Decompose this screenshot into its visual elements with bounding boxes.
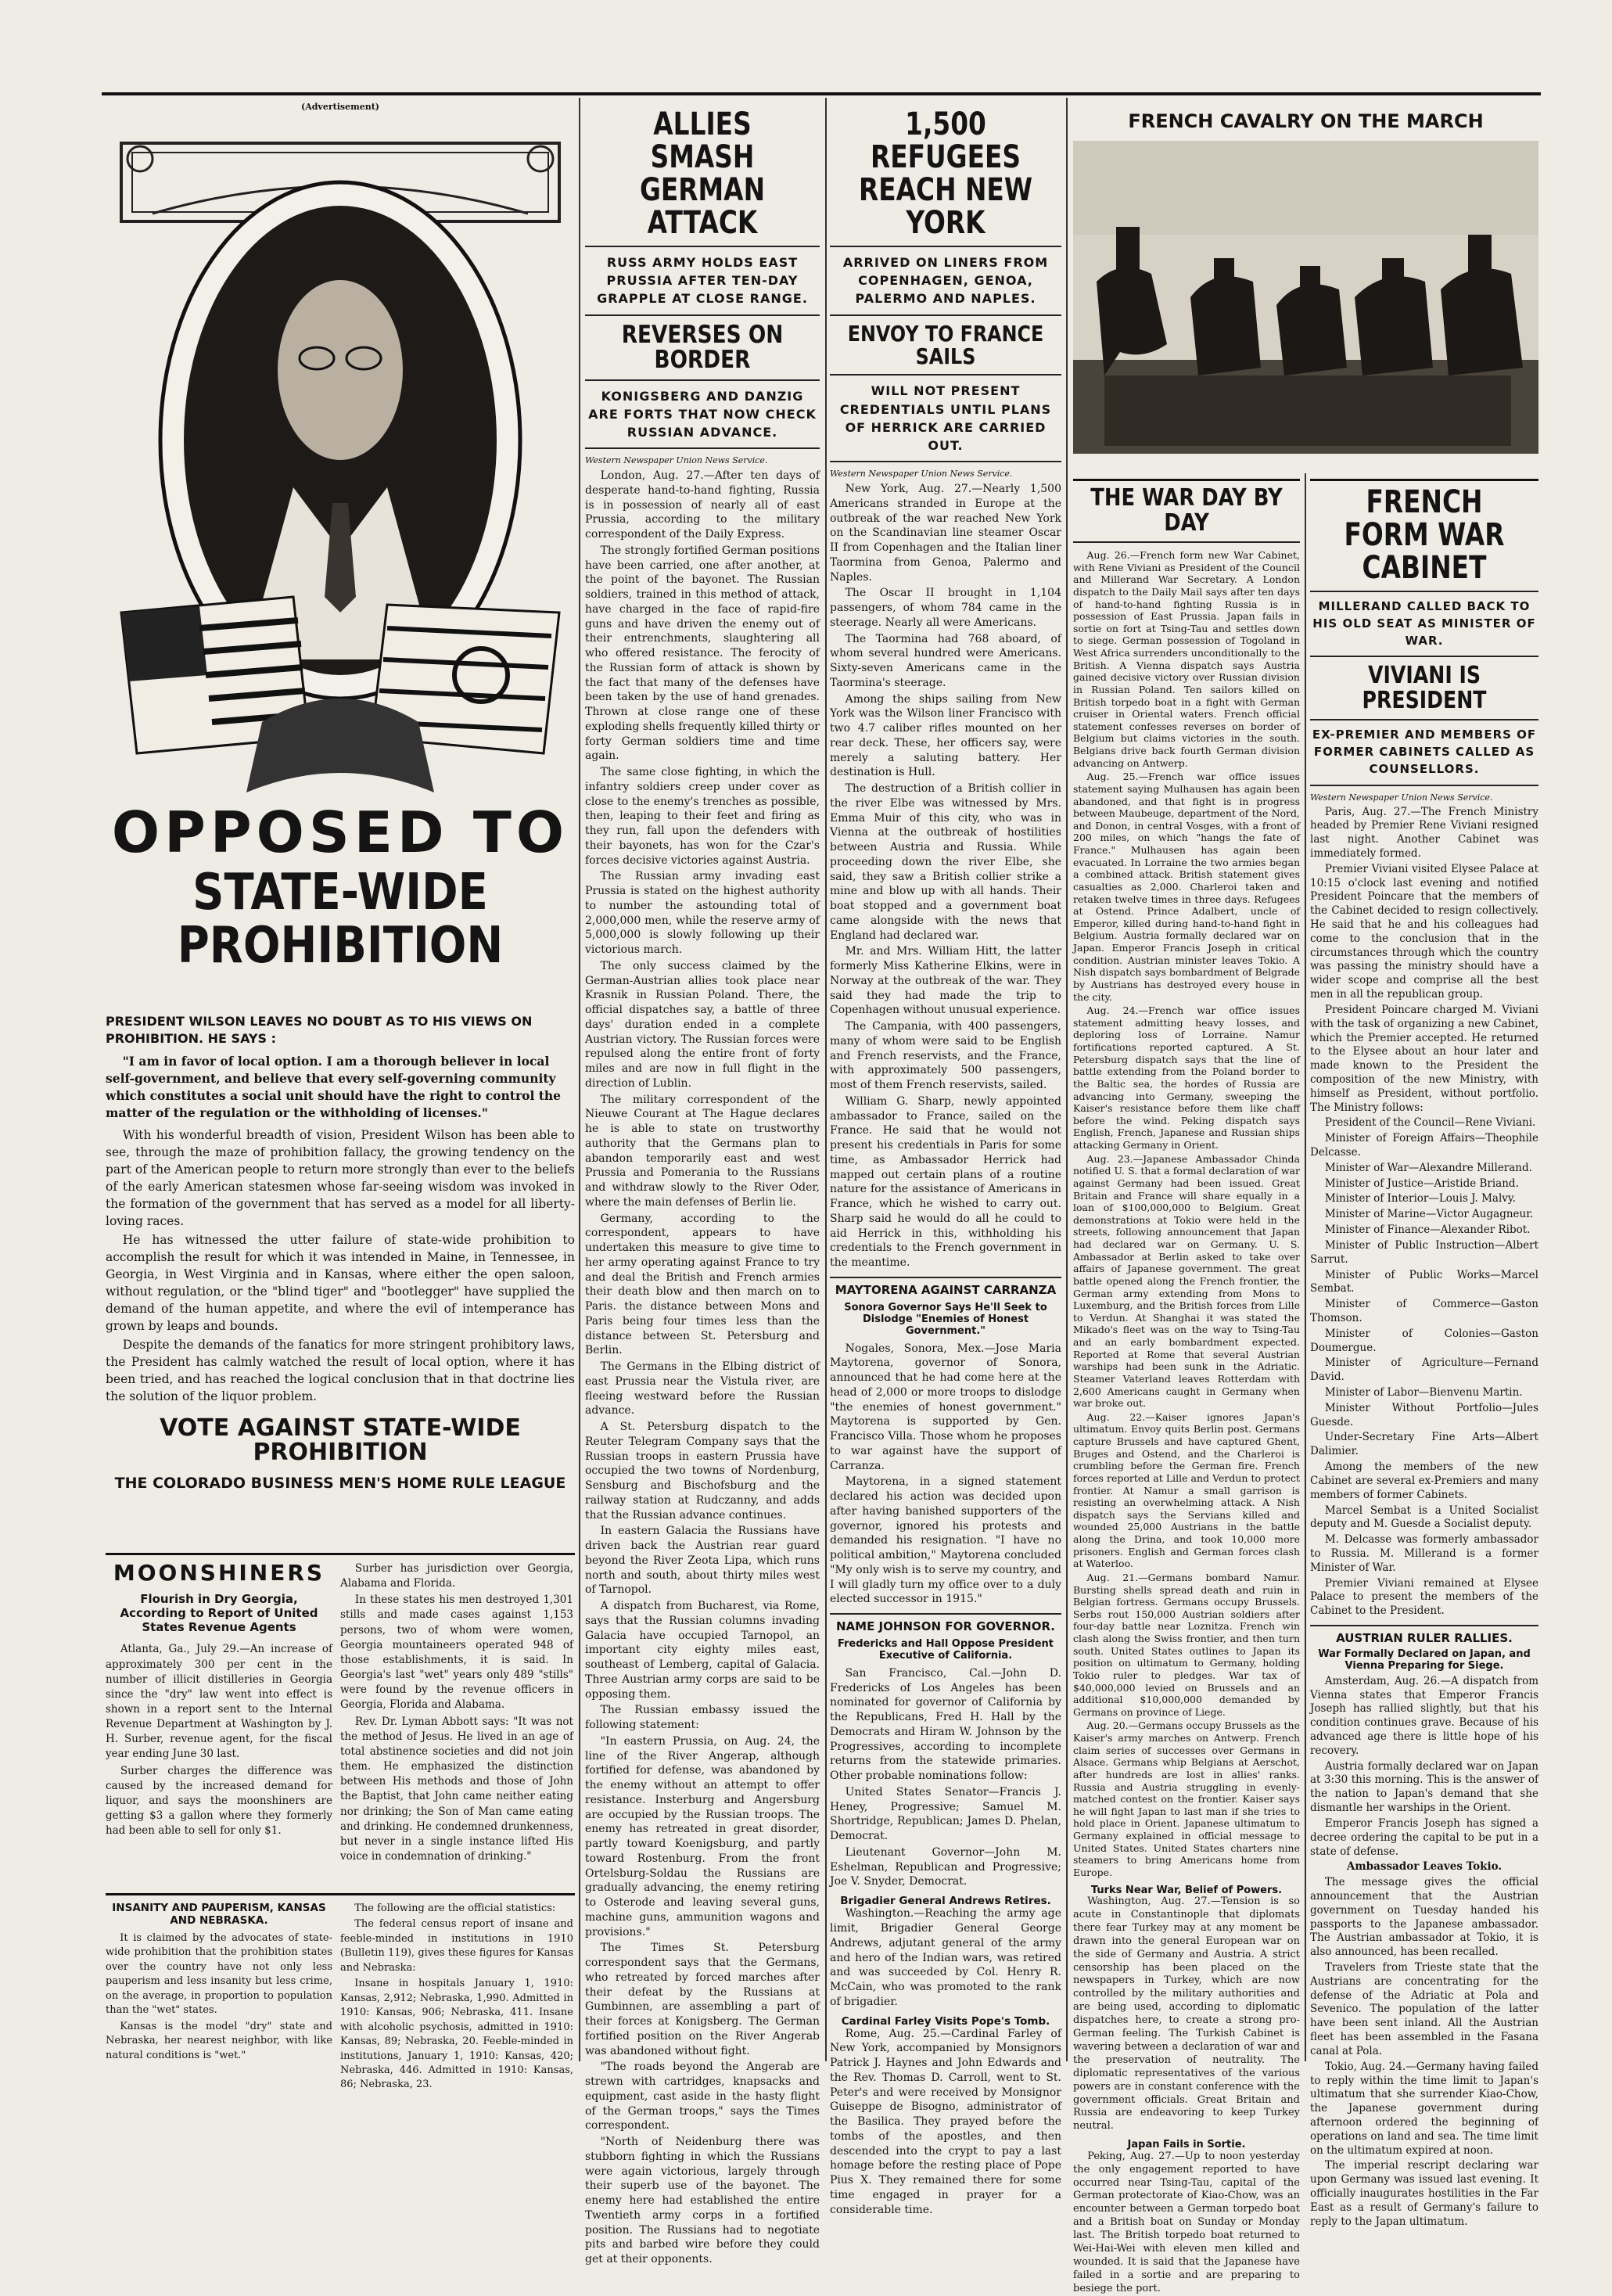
column-rule	[579, 98, 580, 2061]
column-rule	[825, 98, 827, 2061]
advert-tag: (Advertisement)	[301, 102, 379, 112]
maytorena-subhead: Sonora Governor Says He'll Seek to Dislodge "Enemies of Honest Government."	[844, 1301, 1047, 1337]
warday-entry: Aug. 20.—Germans occupy Brussels as the Kaiser's army marches on Antwerp. French claim series of successes over Germans in Alsace. Germans whip Belgians at Aerschot, after hundreds are lost in allies' ranks. Russia and Austria struggling in evenly-matched contest on the frontier. Kaiser says he will fight Japan to last man if she tries to hold place in Orient. Japanese ultimatum to Germany explained in official message to United States. United States charters nine steamers to bring Americans home from Europe.	[1073, 1719, 1300, 1878]
war-day-by-day	[1073, 479, 1300, 2294]
minister-line: Minister of Marine—Victor Augagneur.	[1324, 1208, 1534, 1221]
refugees-headline2: ENVOY TO FRANCE SAILS	[847, 320, 1044, 369]
warday-entry: Aug. 22.—Kaiser ignores Japan's ultimatum. Envoy quits Berlin post. Germans capture Brussels and have captured Ghent, Bruges and Ostend, and the Charleroi is crumbling before the German fire. French forces reported at Lille and Verdun to protect frontier. At Namur a small garrison is resisting an overwhelming attack. A Nish dispatch says the Servians killed and wounded 25,000 Austrians in the battle along the Drina, and took 10,000 more prisoners. English and German forces clash at Waterloo.	[1073, 1410, 1300, 1570]
advertisement	[106, 102, 575, 1001]
article-paragraph: The only success claimed by the German-Austrian allies took place near Krasnik in Russian Poland. There, the official dispatches say, a battle of three days' duration ended in a complete Austrian victory. The Russian forces were repulsed along the entire front of forty miles and are now in full flight in the direction of Lublin.	[585, 959, 820, 1090]
article-paragraph: Among the ships sailing from New York was the Wilson liner Francisco with two 4.7 caliber rifles mounted on her rear deck. These, her officers say, were merely a saluting battery. Her destination is Hull.	[830, 692, 1061, 779]
minister-line: Minister of Labor—Bienvenu Martin.	[1324, 1386, 1523, 1399]
article-paragraph: The Russian embassy issued the following statement:	[585, 1704, 820, 1732]
warday-entry: Aug. 26.—French form new War Cabinet, with Rene Viviani as President of the Council and Millerand War Secretary. A London dispatch to the Daily Mail says after ten days of hand-to-hand fighting Russia is in possession of East Prussia. Japan fails in sortie on fort at Tsing-Tau and settles down to siege. German possession of Togoland in West Africa surrenders unconditionally to the British. A Vienna dispatch says Austria gained decisive victory over Russian division in Russian Poland. Ten sailors killed on British torpedo boat in a fight with German cruiser in Oriental waters. French official statement confesses reverses on border of Belgium but claims victories in the south. Belgians drive back fourth German division advancing on Antwerp.	[1073, 549, 1300, 769]
article-paragraph: Tokio, Aug. 24.—Germany having failed to reply within the time limit to Japan's ultimatum that she surrender Kiao-Chow, the Japanese government during afternoon ordered the beginning of operations on land and sea. The time limit on the ultimatum expired at noon.	[1310, 2060, 1538, 2157]
article-paragraph: The Taormina had 768 aboard, of whom several hundred were Americans. Sixty-seven Americans came in the Taormina's steerage.	[830, 632, 1061, 689]
insanity-headline: INSANITY AND PAUPERISM, KANSAS AND NEBRASKA.	[112, 1902, 326, 1927]
minister-line: Minister of Finance—Alexander Ribot.	[1324, 1223, 1531, 1237]
news-service: Western Newspaper Union News Service.	[1310, 792, 1493, 803]
johnson-subhead: Fredericks and Hall Oppose President Executive of California.	[837, 1637, 1054, 1662]
warday-entry: Aug. 25.—French war office issues statement saying Mulhausen has again been abandoned, and that fight is in progress between Maubeuge, department of the Nord, and Donon, in central Vosges, with a front of 200 miles, on which "hangs the fate of France." Mulhausen has again been evacuated. In Lorraine the two armies began a combined attack. British statement gives casualties as 2,000. Charleroi taken and retaken twelve times in three days. Refugees at Ostend. Prince Adalbert, uncle of Emperor, killed during hand-to-hand fight in Belgium. Austria formally declared war on Japan. Emperor Francis Joseph in critical condition. Austrian minister leaves Tokio. A Nish dispatch says bombardment of Belgrade by Austrians has destroyed every house in the city.	[1073, 771, 1300, 1003]
minister-line: Minister of Interior—Louis J. Malvy.	[1324, 1192, 1517, 1205]
war-cabinet-article	[1310, 479, 1538, 2228]
article-paragraph: The Oscar II brought in 1,104 passengers, of whom 784 came in the steerage. Nearly all were Americans.	[830, 587, 1061, 629]
allies-headline2: REVERSES ON BORDER	[621, 320, 784, 375]
andrews-headline: Brigadier General Andrews Retires.	[840, 1895, 1051, 1908]
minister-line: Minister of Foreign Affairs—Theophile Delcasse.	[1310, 1132, 1538, 1159]
allies-headline: ALLIES SMASH GERMAN ATTACK	[639, 106, 766, 241]
article-paragraph: The federal census report of insane and feeble-minded in institutions in 1910 (Bulletin 119), gives these figures for Kansas and Nebraska:	[340, 1918, 573, 1974]
austrian-headline: AUSTRIAN RULER RALLIES.	[1336, 1631, 1513, 1645]
refugees-subhead2: WILL NOT PRESENT CREDENTIALS UNTIL PLANS OF HERRICK ARE CARRIED OUT.	[839, 383, 1052, 453]
article-paragraph: "In eastern Prussia, on Aug. 24, the line of the River Angerap, although fortified for defense, was abandoned by the enemy without an attempt to offer resistance. Insterburg and Angersburg are occupied by the Russian troops. The enemy has retreated in great disorder, partly toward Koenigsburg, and partly toward Rostenburg. From the front Ortelsburg-Soldau the Russians are gradually advancing, the enemy retiring to Osterode and leaving several guns, machine guns, ammunition wagons and provisions."	[585, 1734, 820, 1938]
advert-paragraph: He has witnessed the utter failure of state-wide prohibition to accomplish the result for which it was intended in Maine, in Tennessee, in Georgia, in West Virginia and in Kansas, where either the open saloon, without regulation, or the "blind tiger" and "bootlegger" have supplied the demand of the human appetite, and where the evil of intemperance has grown by leaps and bounds.	[106, 1232, 575, 1333]
article-paragraph: Rome, Aug. 25.—Cardinal Farley of New York, accompanied by Monsignors Patrick J. Haynes and John Edwards and the Rev. Thomas D. Carroll, went to St. Peter's and were received by Monsignor Guiseppe de Bisogno, administrator of the Basilica. They prayed before the tombs of the apostles, and then descended into the crypt to pay a last homage before the resting place of Pope Pius X. They remained there for some time engaged in prayer for a considerable time.	[830, 2027, 1061, 2216]
moonshiners-article	[106, 1553, 575, 1888]
article-paragraph: The Campania, with 400 passengers, many of whom were said to be English and French reservists, and the France, with approximately 500 passengers, most of them French reservists, sailed.	[830, 1020, 1061, 1092]
minister-line: Under-Secretary Fine Arts—Albert Dalimier.	[1310, 1431, 1538, 1458]
article-paragraph: Nogales, Sonora, Mex.—Jose Maria Maytorena, governor of Sonora, announced that he had come here at the head of 2,000 or more troops to dislodge "the enemies of honest government." Maytorena is supported by Gen. Francisco Villa. Those whom he proposes to war against have the support of Carranza.	[830, 1342, 1061, 1472]
article-paragraph: Premier Viviani remained at Elysee Palace to present the members of the Cabinet to the President.	[1310, 1576, 1538, 1618]
minister-line: Minister of Colonies—Gaston Doumergue.	[1310, 1327, 1538, 1354]
league-name: THE COLORADO BUSINESS MEN'S HOME RULE LEAGUE	[114, 1474, 566, 1492]
article-paragraph: The imperial rescript declaring war upon Germany was issued last evening. It officially inaugurates hostilities in the Far East as a result of Germany's failure to reply to the Japan ultimatum.	[1310, 2159, 1538, 2228]
warday-entry: Aug. 24.—French war office issues statement admitting heavy losses, and deploring loss of Lorraine. Namur fortifications reported captured. A St. Petersburg dispatch says that the line of battle extending from the Poland border to the Baltic sea, the hordes of Russia are advancing into Germany, sweeping the Kaiser's resistance before them like chaff before the wind. Peking dispatch says English, French, Japanese and Russian ships attacking Germany in Orient.	[1073, 1004, 1300, 1151]
minister-line: Minister of Public Works—Marcel Sembat.	[1310, 1268, 1538, 1295]
article-paragraph: The strongly fortified German positions have been carried, one after another, at the point of the bayonet. The Russian soldiers, trained in this method of attack, have charged in the face of rapid-fire guns and have driven the enemy out of their entrenchments, slaughtering all who offered resistance. The ferocity of the Russian form of attack is shown by the fact that many of the defenses have been taken by the use of hand grenades. Thrown at close range one of these exploding shells frequently killed thirty or forty German soldiers time and time again.	[585, 544, 820, 763]
article-paragraph: A St. Petersburg dispatch to the Reuter Telegram Company says that the Russian troops in eastern Prussia have occupied the two towns of Nordenburg, Sensburg and Bischofsburg and the railway station at Rudczanny, and adds that the Russian advance continues.	[585, 1421, 820, 1522]
article-paragraph: Amsterdam, Aug. 26.—A dispatch from Vienna states that Emperor Francis Joseph has rallied slightly, but that his condition continues grave. Because of his advanced age there is little hope of his recovery.	[1310, 1674, 1538, 1757]
article-paragraph: Atlanta, Ga., July 29.—An increase of approximately 300 per cent in the number of illicit distilleries in Georgia since the "dry" law went into effect is shown in a report sent to the Internal Revenue Department at Washington by J. H. Surber, revenue agent, for the fiscal year ending June 30 last.	[106, 1643, 332, 1761]
news-service: Western Newspaper Union News Service.	[830, 469, 1013, 480]
article-paragraph: A dispatch from Bucharest, via Rome, says that the Russian columns invading Galacia have occupied Tarnopol, an important city eighty miles east, southeast of Lemberg, capital of Galacia. Three Austrian army corps are said to be opposing them.	[585, 1600, 820, 1701]
minister-line: Minister of Public Instruction—Albert Sarrut.	[1310, 1238, 1538, 1266]
column-rule	[1305, 473, 1306, 2061]
article-paragraph: The destruction of a British collier in the river Elbe was witnessed by Mrs. Emma Muir of this city, who was in Vienna at the outbreak of hostilities between Austria and Russia. While proceeding down the river Elbe, she said, they saw a British collier strike a mine and blow up with all hands. Their boat stopped and a government boat came alongside with the news that England had declared war.	[830, 782, 1061, 942]
article-paragraph: Among the members of the new Cabinet are several ex-Premiers and many members of former Cabinets.	[1310, 1461, 1538, 1501]
article-paragraph: Premier Viviani visited Elysee Palace at 10:15 o'clock last evening and notified President Poincare that the members of the Cabinet decided to resign collectively. He said that he and his colleagues had come to the conclusion that in the circumstances through which the country was passing the ministry should have a wider scope and comprise all the best men in all the republican group.	[1310, 862, 1538, 1001]
article-paragraph: Surber has jurisdiction over Georgia, Alabama and Florida.	[340, 1562, 573, 1590]
article-paragraph: The message gives the official announcement that the Austrian government on Tuesday handed his passports to the Japanese ambassador. The Austrian ambassador at Tokio, it is also announced, has been recalled.	[1310, 1876, 1538, 1959]
article-paragraph: Washington, Aug. 27.—Tension is so acute in Constantinople that diplomats there fear Turkey may at any moment be drawn into the general European war on the side of Germany and Austria. A strict censorship has been placed on the newspapers in Turkey, which are now controlled by the military authorities and are being used, according to diplomatic dispatches here, to create a strong pro-German feeling. The Turkish Cabinet is wavering between a declaration of war and the preservation of neutrality. The diplomatic representatives of the various powers are in constant conference with the government officials. Great Britain and Russia are endeavoring to keep Turkey neutral.	[1073, 1895, 1300, 2133]
article-paragraph: Paris, Aug. 27.—The French Ministry headed by Premier Rene Viviani resigned last night. Another Cabinet was immediately formed.	[1310, 805, 1538, 860]
cabinet-headline2: VIVIANI IS PRESIDENT	[1362, 662, 1487, 714]
moonshiners-subhead: Flourish in Dry Georgia, According to Report of United States Revenue Agents	[120, 1592, 318, 1635]
article-paragraph: The same close fighting, in which the infantry soldiers creep under cover as close to the enemy's trenches as possible, then, leaping to their feet and firing as they run, fall upon the defenders with their bayonets, has won for the Czar's forces decisive victories against Austria.	[585, 766, 820, 867]
article-paragraph: United States Senator—Francis J. Heney, Progressive; Samuel M. Shortridge, Republican; James D. Phelan, Democrat.	[830, 1785, 1061, 1843]
minister-line: Minister of War—Alexandre Millerand.	[1324, 1161, 1532, 1174]
refugees-article	[830, 106, 1061, 2216]
minister-line: President of the Council—Rene Viviani.	[1324, 1116, 1536, 1130]
article-paragraph: Lieutenant Governor—John M. Eshelman, Republican and Progressive; Joe V. Snyder, Democrat.	[830, 1845, 1061, 1888]
refugees-subhead: ARRIVED ON LINERS FROM COPENHAGEN, GENOA, PALERMO AND NAPLES.	[842, 255, 1049, 307]
cavalry-photo	[1073, 141, 1538, 454]
warday-headline: THE WAR DAY BY DAY	[1090, 484, 1283, 537]
column-rule	[1066, 98, 1068, 2061]
wilson-portrait-frame	[106, 112, 575, 800]
moonshiners-headline: MOONSHINERS	[113, 1560, 325, 1586]
article-paragraph: San Francisco, Cal.—John D. Fredericks of Los Angeles has been nominated for governor of California by the Republicans, Fred H. Hall by the Democrats and Hiram W. Johnson by the Progressives, according to incomplete returns from the statewide primaries. Other probable nominations follow:	[830, 1666, 1061, 1783]
maytorena-headline: MAYTORENA AGAINST CARRANZA	[835, 1282, 1057, 1297]
article-paragraph: Rev. Dr. Lyman Abbott says: "It was not the method of Jesus. He lived in an age of total abstinence societies and did not join them. He emphasized the distinction between His methods and those of John the Baptist, that John came neither eating nor drinking; the Son of Man came eating and drinking. He condemned drunkenness, but never in a single instance lifted His voice in condemnation of drinking."	[340, 1715, 573, 1863]
article-paragraph: President Poincare charged M. Viviani with the task of organizing a new Cabinet, which the Premier accepted. He returned to the Elysee about an hour later and made known to the President the composition of the new Ministry, with himself as President, without portfolio. The Ministry follows:	[1310, 1003, 1538, 1114]
article-paragraph: Marcel Sembat is a United Socialist deputy and M. Guesde a Socialist deputy.	[1310, 1504, 1538, 1531]
top-rule	[102, 92, 1541, 95]
cabinet-subhead: MILLERAND CALLED BACK TO HIS OLD SEAT AS MINISTER OF WAR.	[1312, 599, 1536, 648]
vote-slogan: VOTE AGAINST STATE-WIDE PROHIBITION	[160, 1414, 521, 1467]
minister-line: Minister Without Portfolio—Jules Guesde.	[1310, 1401, 1538, 1428]
article-paragraph: New York, Aug. 27.—Nearly 1,500 Americans stranded in Europe at the outbreak of the war reached New York on the Scandinavian line steamer Oscar II from Copenhagen and the Italian liner Taormina from Genoa, Palermo and Naples.	[830, 483, 1061, 584]
turks-headline: Turks Near War, Belief of Powers.	[1090, 1884, 1283, 1896]
warday-entry: Aug. 21.—Germans bombard Namur. Bursting shells spread death and ruin in Belgian fortress. Germans occupy Brussels. Serbs rout 150,000 Austrian soldiers after four-day battle near Loznitza. French win clash along the Swiss frontier, and then turn south. United States outlines to Japan its position on ultimatum to Germany, holding Tokio ruler to pledges. War tax of $40,000,000 levied on Brussels and an additional $10,000,000 demanded by Germans on province of Liege.	[1073, 1571, 1300, 1718]
article-paragraph: The military correspondent of the Nieuwe Courant at The Hague declares he is able to state on trustworthy authority that the Germans plan to abandon temporarily east and west Prussia and Pomerania to the Russians and withdraw slowly to the River Oder, where the main defenses of Berlin lie.	[585, 1093, 820, 1209]
advert-paragraph: Despite the demands of the fanatics for more stringent prohibitory laws, the President has calmly watched the result of local option, where it has been tried, and has reached the logical conclusion that in that doctrine lies the solution of the liquor problem.	[106, 1337, 575, 1403]
minister-line: Minister of Agriculture—Fernand David.	[1310, 1356, 1538, 1384]
article-paragraph: Peking, Aug. 27.—Up to noon yesterday the only engagement reported to have occurred near Tsing-Tau, capital of the German protectorate of Kiao-Chow, was an encounter between a German torpedo boat and a British boat on Sunday or Monday last. The British torpedo boat returned to Wei-Hai-Wei with eleven men killed and wounded. It is said that the Japanese have failed in a sortie and are preparing to besiege the port.	[1073, 2150, 1300, 2294]
cabinet-subhead2: EX-PREMIER AND MEMBERS OF FORMER CABINETS CALLED AS COUNSELLORS.	[1312, 728, 1537, 776]
advert-headline: OPPOSED TO	[111, 799, 569, 865]
article-paragraph: "North of Neidenburg there was stubborn fighting in which the Russians were again victorious, largely through their superb use of the bayonet. The enemy here had established the entire Twentieth army corps in a fortified position. The Russians had to negotiate pits and barbed wire before they could get at their opponents.	[585, 2136, 820, 2266]
article-paragraph: Germany, according to the correspondent, appears to have undertaken this measure to give time to her army operating against France to try and deal the British and French armies their death blow and then march on to Paris. the distance between Mons and Paris being four times less than the distance between St. Petersburg and Berlin.	[585, 1212, 820, 1357]
article-paragraph: M. Delcasse was formerly ambassador to Russia. M. Millerand is a former Minister of War.	[1310, 1533, 1538, 1574]
article-paragraph: Surber charges the difference was caused by the increased demand for liquor, and says the moonshiners are getting $3 a gallon where they formerly had been able to sell for only $1.	[106, 1764, 332, 1838]
article-paragraph: Washington.—Reaching the army age limit, Brigadier General George Andrews, adjutant general of the army and hero of the Indian wars, was retired and was succeeded by Col. Henry R. McCain, who was promoted to the rank of brigadier.	[830, 1907, 1061, 2008]
article-paragraph: Mr. and Mrs. William Hitt, the latter formerly Miss Katherine Elkins, were in Norway at the outbreak of the war. They said they had made the trip to Copenhagen without unusual experience.	[830, 945, 1061, 1017]
allies-subhead: RUSS ARMY HOLDS EAST PRUSSIA AFTER TEN-DAY GRAPPLE AT CLOSE RANGE.	[597, 255, 808, 307]
refugees-headline: 1,500 REFUGEES REACH NEW YORK	[858, 106, 1033, 241]
cabinet-headline: FRENCH FORM WAR CABINET	[1344, 484, 1505, 586]
article-paragraph: The Times St. Petersburg correspondent says that the Germans, who retreated by forced marches after their defeat by the Russians at Gumbinnen, are assembling a part of their forces at Konigsberg. The German fortified position on the River Angerab was abandoned without fight.	[585, 1942, 820, 2057]
cavalry-photo-block	[1073, 106, 1538, 473]
johnson-headline: NAME JOHNSON FOR GOVERNOR.	[836, 1619, 1055, 1634]
article-paragraph: Emperor Francis Joseph has signed a decree ordering the capital to be put in a state of defense.	[1310, 1816, 1538, 1858]
minister-line: Minister of Commerce—Gaston Thomson.	[1310, 1298, 1538, 1324]
cavalry-caption: FRENCH CAVALRY ON THE MARCH	[1128, 110, 1484, 132]
article-paragraph: Insane in hospitals January 1, 1910: Kansas, 2,912; Nebraska, 1,990. Admitted in 1910: Kansas, 906; Nebraska, 411. Insane with alcoholic psychosis, admitted in 1910: Kansas, 89; Nebraska, 20. Feeble-minded in institutions, January 1, 1910: Kansas, 420; Nebraska, 446. Admitted in 1910: Kansas, 86; Nebraska, 23.	[340, 1978, 573, 2091]
article-paragraph: William G. Sharp, newly appointed ambassador to France, sailed on the France. He said that he would not present his credentials in Paris for some time, as Ambassador Herrick had mapped out certain plans of a routine nature for the assistance of Americans in France, which he wished to carry out. Sharp said he would do all he could to aid Herrick in this, withholding his credentials to the French government in the meantime.	[830, 1094, 1061, 1270]
article-paragraph: It is claimed by the advocates of state-wide prohibition that the prohibition states over the country have not only less pauperism and less insanity but less crime, on the average, in proportion to population than the "wet" states.	[106, 1932, 332, 2017]
advert-paragraph: With his wonderful breadth of vision, President Wilson has been able to see, through the maze of prohibition fallacy, the growing tendency on the part of the American people to return more strongly than ever to the beliefs of the early American statesmen whose far-seeing wisdom was invoked in the formation of the government that has served as a model for all liberty-loving races.	[106, 1127, 575, 1228]
ambassador-subhead: Ambassador Leaves Tokio.	[1346, 1860, 1502, 1874]
article-paragraph: Austria formally declared war on Japan at 3:30 this morning. This is the answer of the nation to Japan's demand that she dismantle her warships in the Orient.	[1310, 1759, 1538, 1815]
article-paragraph: In eastern Galacia the Russians have driven back the Austrian rear guard beyond the River Zeota Lipa, which runs north and south, about thirty miles west of Tarnopol.	[585, 1525, 820, 1597]
farley-headline: Cardinal Farley Visits Pope's Tomb.	[841, 2014, 1050, 2028]
article-paragraph: Travelers from Trieste state that the Austrians are concentrating for the defense of the Adriatic at Pola and Sevenico. The population of the latter have been sent inland. All the Austrian fleet has been assembled in the Fasana canal at Pola.	[1310, 1961, 1538, 2057]
insanity-article	[106, 1893, 575, 2091]
article-paragraph: The following are the official statistics:	[354, 1903, 556, 1914]
wilson-quote: "I am in favor of local option. I am a thorough believer in local self-government, and believe that every self-governing community which constitutes a social unit should have the right to control the matter of the regulation or the withholding of licenses."	[106, 1053, 562, 1120]
news-service: Western Newspaper Union News Service.	[585, 455, 768, 466]
allies-article	[585, 106, 820, 2266]
article-paragraph: The Russian army invading east Prussia is stated on the highest authority to number the astounding total of 2,000,000 men, while the reserve army of 5,000,000 is slowly following up their victorious march.	[585, 870, 820, 957]
advertisement-body	[106, 1013, 575, 1522]
article-paragraph: The Germans in the Elbing district of east Prussia near the Vistula river, are fleeing westward before the Russian advance.	[585, 1360, 820, 1417]
advert-headline2: STATE-WIDE PROHIBITION	[177, 863, 504, 975]
minister-line: Minister of Justice—Aristide Briand.	[1324, 1177, 1519, 1190]
japan-headline: Japan Fails in Sortie.	[1127, 2139, 1246, 2151]
article-paragraph: Maytorena, in a signed statement declared his action was decided upon after having banished supporters of the governor, ignored his protests and demanded his resignation. "I have no political ambition," Maytorena concluded "My only wish is to serve my country, and I will gladly turn my office over to a duly elected successor in 1915."	[830, 1475, 1061, 1606]
article-paragraph: In these states his men destroyed 1,301 stills and made cases against 1,153 persons, two of whom were women, Georgia mountaineers operated 948 of those establishments, it is said. In Georgia's last "wet" years only 489 "stills" were found by the revenue officers in Georgia, Florida and Alabama.	[340, 1594, 573, 1712]
austrian-subhead: War Formally Declared on Japan, and Vienna Preparing for Siege.	[1318, 1647, 1531, 1672]
warday-entry: Aug. 23.—Japanese Ambassador Chinda notified U. S. that a formal declaration of war against Germany had been issued. Great Britain and France will share equally in a loan of $100,000,000 to Belgium. Great demonstrations at Tokio were held in the streets, following announcement that Japan had declared war on Germany. U. S. Ambassador at Berlin asked to take over affairs of Japanese government. The great battle opened along the French frontier, the German army extending from Mons to Luxemburg, and the British forces from Lille to Verdun. At Shanghai it was stated the Mikado's fleet was on the way to Tsing-Tau and an early bombardment expected. Reported at Rome that several Austrian warships had been sunk in the Adriatic. Steamer Vaterland leaves Rotterdam with 2,600 Americans caught in Germany when war broke out.	[1073, 1152, 1300, 1410]
article-paragraph: "The roads beyond the Angerab are strewn with cartridges, knapsacks and equipment, cast aside in the hasty flight of the German troops," says the Times correspondent.	[585, 2061, 820, 2133]
allies-subhead2: KONIGSBERG AND DANZIG ARE FORTS THAT NOW CHECK RUSSIAN ADVANCE.	[588, 388, 817, 440]
article-paragraph: Kansas is the model "dry" state and Nebraska, her nearest neighbor, with like natural conditions is "wet."	[106, 2020, 332, 2061]
article-paragraph: London, Aug. 27.—After ten days of desperate hand-to-hand fighting, Russia is in possession of nearly all of east Prussia, according to the military correspondent of the Daily Express.	[585, 469, 820, 541]
advert-subhead: PRESIDENT WILSON LEAVES NO DOUBT AS TO HIS VIEWS ON PROHIBITION. HE SAYS :	[106, 1014, 533, 1047]
